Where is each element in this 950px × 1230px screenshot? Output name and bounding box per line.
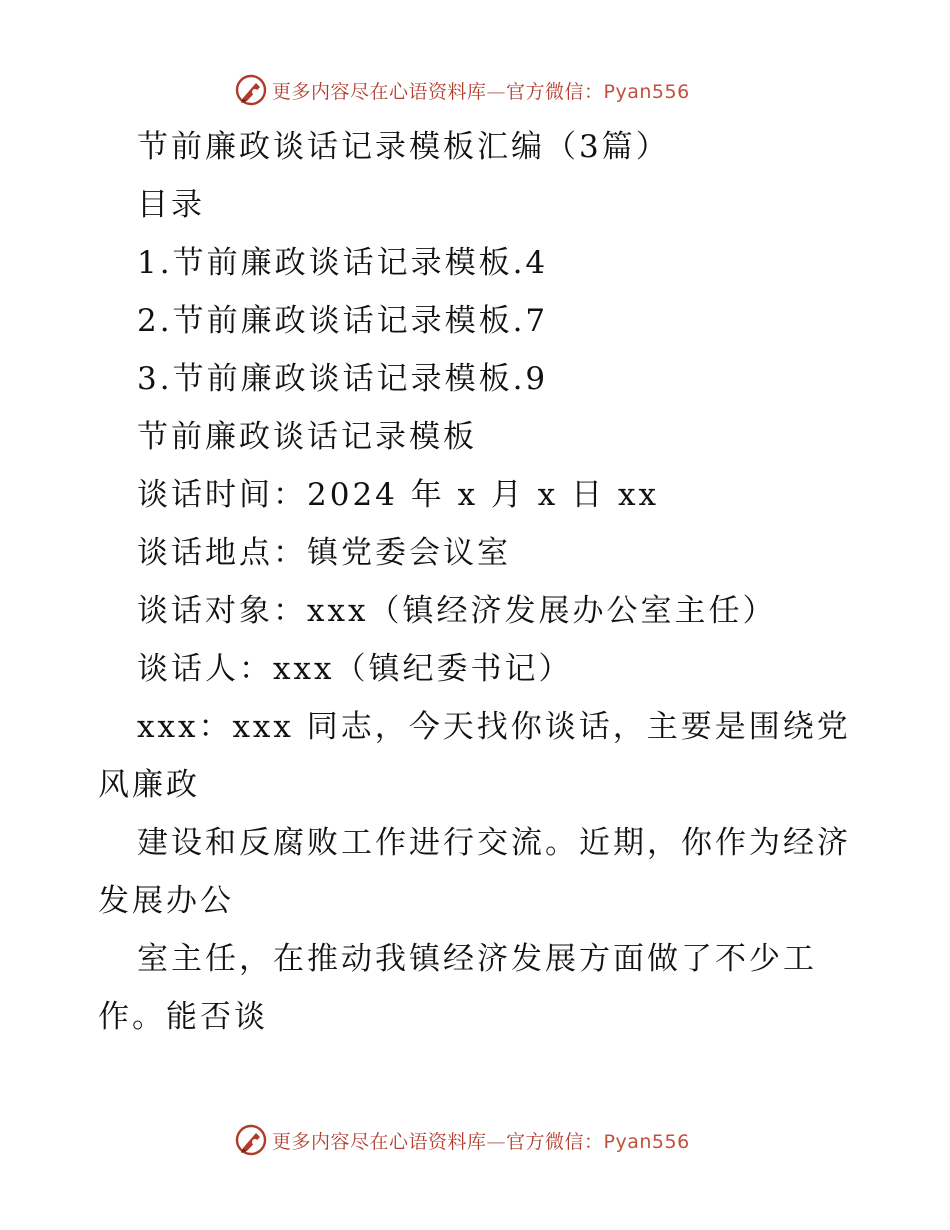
document-body	[98, 118, 858, 1046]
watermark-dash: —	[486, 1130, 507, 1153]
watermark-footer	[234, 1122, 690, 1158]
section-title: 节前廉政谈话记录模板	[137, 419, 477, 455]
watermark-text	[272, 1127, 690, 1154]
body-line: 风廉政	[98, 767, 200, 803]
pen-logo-icon	[234, 1123, 268, 1157]
watermark-wechat-id: Pyan556	[603, 1130, 690, 1153]
toc-heading: 目录	[137, 187, 205, 223]
watermark-slogan: 更多内容尽在心语资料库	[272, 80, 487, 103]
meta-interviewer: 谈话人：xxx（镇纪委书记）	[137, 651, 573, 687]
meta-place: 谈话地点：镇党委会议室	[137, 535, 511, 571]
toc-item: 3.节前廉政谈话记录模板.9	[137, 361, 549, 397]
body-line: 室主任，在推动我镇经济发展方面做了不少工	[137, 941, 817, 977]
meta-time: 谈话时间：2024 年 x 月 x 日 xx	[137, 477, 659, 513]
watermark-slogan: 更多内容尽在心语资料库	[272, 1130, 487, 1153]
toc-item: 2.节前廉政谈话记录模板.7	[137, 303, 549, 339]
watermark-dash: —	[486, 80, 507, 103]
body-line: 发展办公	[98, 883, 234, 919]
watermark-text	[272, 77, 690, 104]
pen-logo-icon	[234, 73, 268, 107]
watermark-header	[234, 72, 690, 108]
body-line: 建设和反腐败工作进行交流。近期，你作为经济	[137, 825, 851, 861]
watermark-label: 官方微信：	[506, 80, 604, 103]
body-line: xxx：xxx 同志，今天找你谈话，主要是围绕党	[137, 709, 851, 745]
toc-item: 1.节前廉政谈话记录模板.4	[137, 245, 549, 281]
watermark-wechat-id: Pyan556	[603, 80, 690, 103]
meta-subject: 谈话对象：xxx（镇经济发展办公室主任）	[137, 593, 777, 629]
body-line: 作。能否谈	[98, 999, 268, 1035]
document-title: 节前廉政谈话记录模板汇编（3篇）	[137, 129, 670, 165]
watermark-label: 官方微信：	[506, 1130, 604, 1153]
